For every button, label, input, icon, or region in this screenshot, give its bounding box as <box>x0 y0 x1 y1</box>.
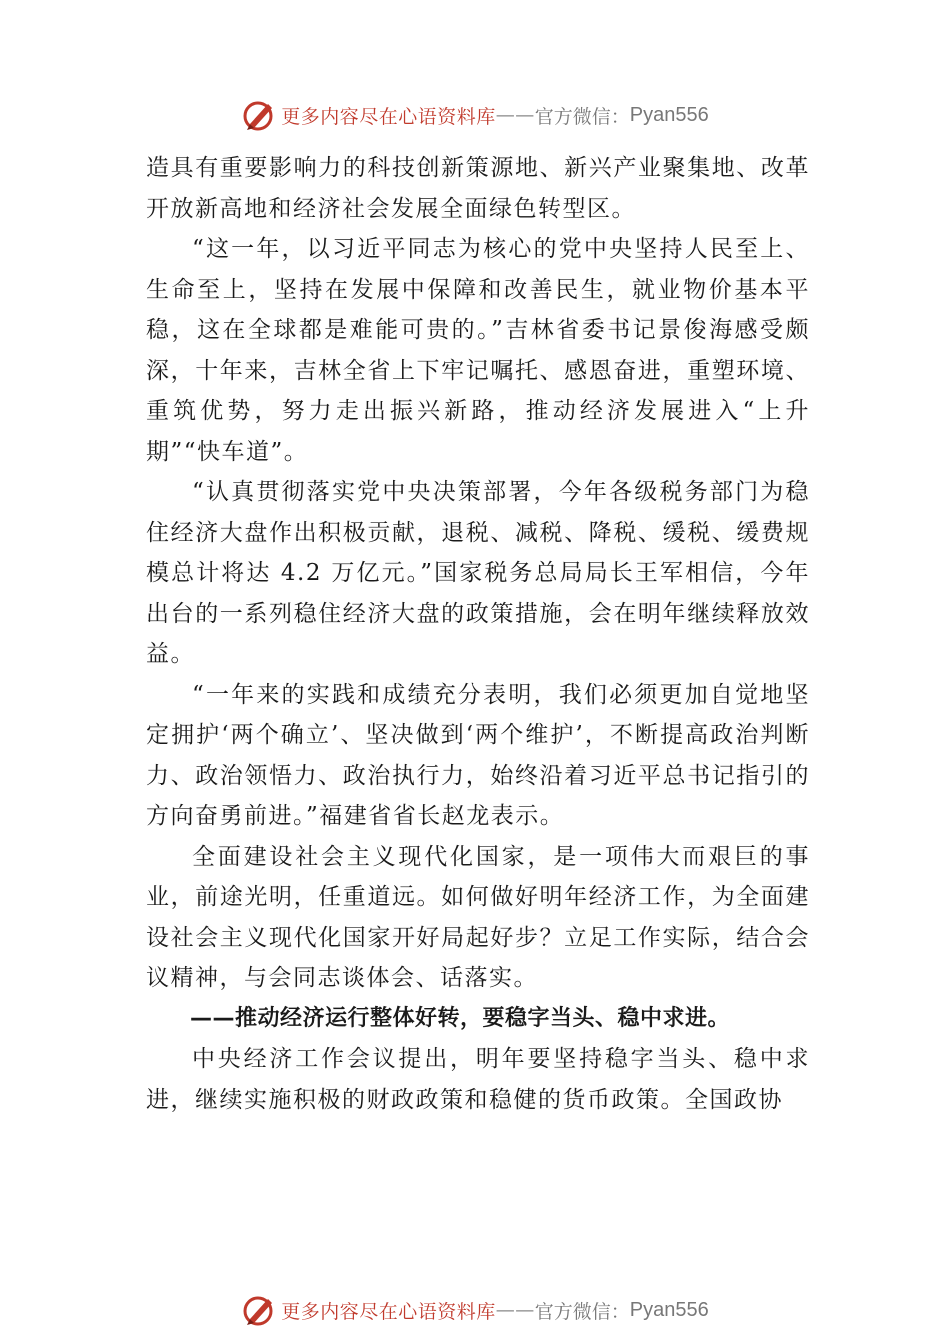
pen-logo-icon <box>241 1292 277 1328</box>
document-body <box>146 148 810 1120</box>
banner-separator: —— <box>495 1299 535 1321</box>
paragraph-summary: 全面建设社会主义现代化国家，是一项伟大而艰巨的事业，前途光明，任重道远。如何做好明年经济工作，为全面建设社会主义现代化国家开好局起好步？立足工作实际，结合会议精神，与会同志谈体会、话落实。 <box>146 843 810 991</box>
wechat-label: 官方微信： <box>534 1300 630 1323</box>
wechat-id: Pyan556 <box>629 1298 709 1321</box>
paragraph-fujian-quote: “一年来的实践和成绩充分表明，我们必须更加自觉地坚定拥护‘两个确立’、坚决做到‘两个维护’，不断提高政治判断力、政治领悟力、政治执行力，始终沿着习近平总书记指引的方向奋勇前进。”福建省省长赵龙表示。 <box>146 681 810 829</box>
paragraph-continuation: 造具有重要影响力的科技创新策源地、新兴产业聚集地、改革开放新高地和经济社会发展全面绿色转型区。 <box>146 155 810 222</box>
banner-text: 更多内容尽在心语资料库 <box>281 1300 496 1323</box>
wechat-label: 官方微信： <box>534 105 630 128</box>
wechat-id: Pyan556 <box>629 103 709 126</box>
banner-text: 更多内容尽在心语资料库 <box>281 105 496 128</box>
header-banner <box>0 95 950 135</box>
paragraph-jilin-quote: “这一年，以习近平同志为核心的党中央坚持人民至上、生命至上，坚持在发展中保障和改善民生，就业物价基本平稳，这在全球都是难能可贵的。”吉林省委书记景俊海感受颇深，十年来，吉林全省上下牢记嘱托、感恩奋进，重塑环境、重筑优势，努力走出振兴新路，推动经济发展进入“上升期”“快车道”。 <box>146 236 810 465</box>
pen-logo-icon <box>241 97 277 133</box>
footer-banner <box>0 1290 950 1330</box>
section-heading: ——推动经济运行整体好转，要稳字当头、稳中求进。 <box>190 1005 731 1031</box>
banner-separator: —— <box>495 104 535 126</box>
paragraph-tax-quote: “认真贯彻落实党中央决策部署，今年各级税务部门为稳住经济大盘作出积极贡献，退税、减税、降税、缓税、缓费规模总计将达 4.2 万亿元。”国家税务总局局长王军相信，今年出台的一系列稳住经济大盘的政策措施，会在明年继续释放效益。 <box>146 479 810 667</box>
paragraph-conference: 中央经济工作会议提出，明年要坚持稳字当头、稳中求进，继续实施积极的财政政策和稳健的货币政策。全国政协 <box>146 1046 810 1113</box>
